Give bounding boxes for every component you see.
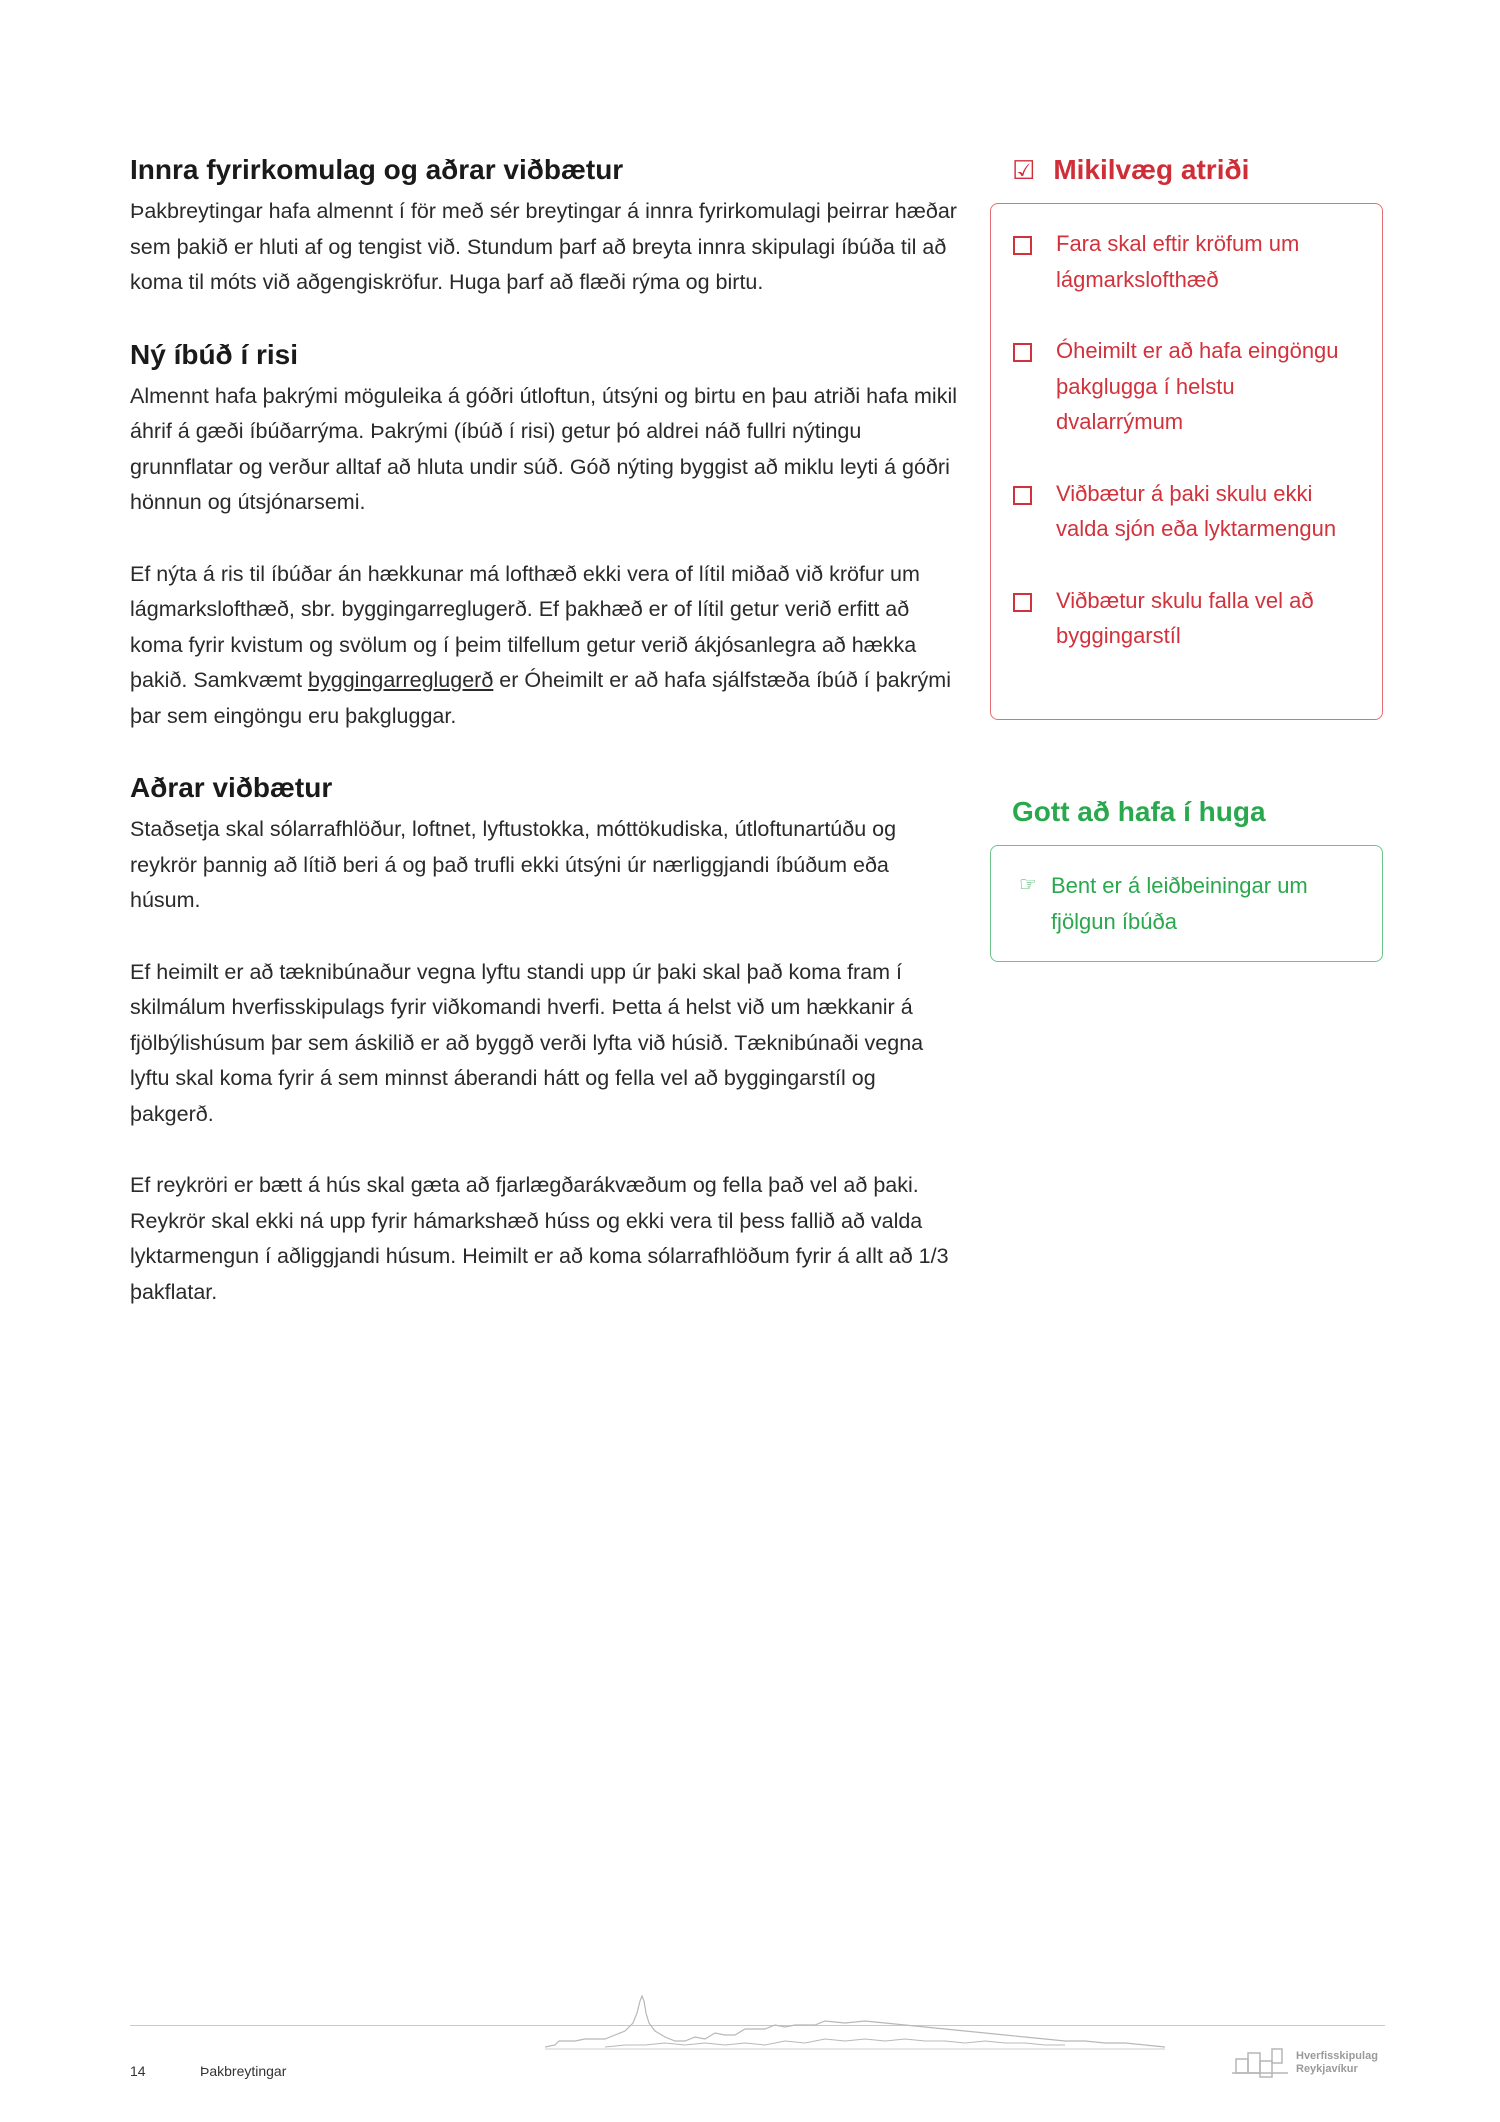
skyline-illustration [545,1995,1165,2055]
main-content [130,150,960,1310]
section-heading-other-additions: Aðrar viðbætur [130,772,333,803]
paragraph-other-1: Staðsetja skal sólarrafhlöður, loftnet, lyftustokka, móttökudiska, útloftunartúðu og reykrör þannig að lítið beri á og það trufli ekki útsýni úr nærliggjandi íbúðum eða húsum. [130,817,897,912]
good-to-know-box [990,845,1383,962]
good-to-know-title: Gott að hafa í huga [1012,796,1266,827]
paragraph-attic-1: Almennt hafa þakrými möguleika á góðri útloftun, útsýni og birtu en þau atriði hafa mikil áhrif á gæði íbúðarrýma. Þakrými (íbúð í risi) getur þó aldrei náð fullri nýtingu grunnflatar og verður alltaf að hluta undir súð. Góð nýting byggist að miklu leyti á góðri hönnun og útsjónarsemi. [130,383,957,514]
important-item-1: Fara skal eftir kröfum um lágmarkslofthæð [1056,231,1300,292]
logo-mark-icon [1232,2045,1292,2081]
hverfisskipulag-logo [1232,2045,1378,2081]
paragraph-attic-2 [130,557,960,735]
page-number: 14 [130,2063,146,2079]
list-item [1013,583,1362,654]
paragraph-attic-2-text-b: er Óheimilt er að hafa sjálfstæða íbúð í þakrými þar sem eingöngu eru þakgluggar. [130,668,951,728]
good-item-1: Bent er á leiðbeiningar um fjölgun íbúða [1050,873,1308,934]
checkbox-icon [1013,486,1032,505]
paragraph-other-3: Ef reykröri er bætt á hús skal gæta að fjarlægðarákvæðum og fella það vel að þaki. Reykrör skal ekki ná upp fyrir hámarkshæð húss og ekki vera til þess fallið að valda lyktarmengun í aðliggjandi húsum. Heimilt er að koma sólarrafhlöðum fyrir á allt að 1/3 þakflatar. [130,1173,949,1304]
paragraph-attic-2-text-a: Ef nýta á ris til íbúðar án hækkunar má lofthæð ekki vera of lítil miðað við kröfur um lágmarkslofthæð, sbr. byggingarreglugerð. Ef þakhæð er of lítil getur verið erfitt að koma fyrir kvistum og svölum og í þeim tilfellum getur verið ákjósanlegra að hækka þakið. Samkvæmt [130,561,920,692]
important-box [990,203,1383,720]
important-item-3: Viðbætur á þaki skulu ekki valda sjón eða lyktarmengun [1056,480,1337,541]
list-item [1019,868,1362,939]
checkbox-icon [1013,343,1032,362]
list-item [1013,476,1362,547]
checked-box-icon: ☑ [1012,155,1036,185]
list-item [1013,333,1362,440]
paragraph-interior: Þakbreytingar hafa almennt í för með sér breytingar á innra fyrirkomulagi þeirrar hæðar sem þakið er hluti af og tengist við. Stundum þarf að breyta innra skipulagi íbúða til að koma til móts við aðgengiskröfur. Huga þarf að flæði rýma og birtu. [130,199,957,294]
section-heading-interior: Innra fyrirkomulag og aðrar viðbætur [130,154,624,185]
paragraph-other-2: Ef heimilt er að tæknibúnaður vegna lyftu standi upp úr þaki skal það koma fram í skilmálum hverfisskipulags fyrir viðkomandi hverfi. Þetta á helst við um hækkanir á fjölbýlishúsum þar sem áskilið er að byggð verði lyfta við húsið. Tæknibúnaði vegna lyftu skal koma fyrir á sem minnst áberandi hátt og fella vel að byggingarstíl og þakgerð. [130,959,924,1126]
checkbox-icon [1013,593,1032,612]
checkbox-icon [1013,236,1032,255]
important-item-4: Viðbætur skulu falla vel að byggingarstíl [1056,587,1314,648]
section-heading-attic: Ný íbúð í risi [130,338,299,370]
logo-text-line2: Reykjavíkur [1296,2063,1358,2075]
logo-text-line1: Hverfisskipulag [1296,2050,1378,2062]
important-title: Mikilvæg atriði [1053,154,1250,185]
pointing-hand-icon: ☞ [1019,874,1037,896]
footer-section-title: Þakbreytingar [200,2063,287,2079]
important-item-2: Óheimilt er að hafa eingöngu þakglugga í helstu dvalarrýmum [1056,338,1339,434]
list-item [1013,226,1362,297]
building-regulation-link[interactable]: byggingarreglugerð [308,668,494,692]
good-to-know-header [990,792,1407,832]
important-header [990,150,1385,190]
